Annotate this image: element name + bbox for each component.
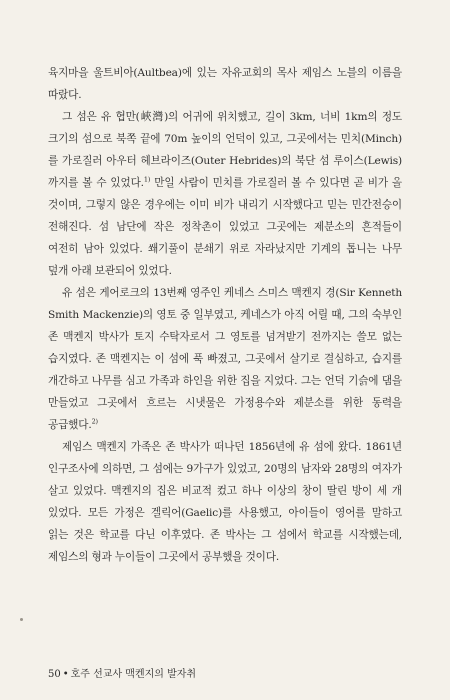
footnote-marker-2: 2) — [91, 417, 98, 426]
paragraph-4: 제임스 맥켄지 가족은 존 박사가 떠나던 1856년에 유 섬에 왔다. 1861년 인구조사에 의하면, 그 섬에는 9가구가 있었고, 20명의 남자와 28명의 여자가 살고 있었다. 맥켄지의 집은 비교적 컸고 하나 이상의 창이 딸린 방이 세 개 있었다. 모든 가정은 겔릭어(Gaelic)를 사용했고, 아이들이 영어를 말하고 읽는 것은 학교를 다닌 이후였다. 존 박사는 그 섬에서 학교를 시작했는데, 제임스의 형과 누이들이 그곳에서 공부했을 것이다. — [48, 441, 402, 563]
body-text — [48, 62, 402, 568]
paragraph-1: 육지마을 울트비아(Aultbea)에 있는 자유교회의 목사 제임스 노블의 이름을 따랐다. — [48, 67, 402, 101]
running-title: 호주 선교사 맥켄지의 발자취 — [70, 669, 197, 680]
margin-dot — [20, 618, 23, 621]
paragraph-2: 그 섬은 유 협만(峽灣)의 어귀에 위치했고, 길이 3km, 너비 1km의 정도 크기의 섬으로 북쪽 끝에 70m 높이의 언덕이 있고, 그곳에서는 민치(Minch)를 가로질러 아우터 헤브라이즈(Outer Hebrides)의 북단 섬 루이스(Lewis)까지를 볼 수 있었다.$^{1)}$ 만일 사람이 민치를 가로질러 볼 수 있다면 곧 비가 올 것이며, 그렇지 않은 경우에는 이미 비가 내리기 시작했다고 믿는 민간전승이 전해진다. 섬 남단에 작은 정착촌이 있었고 그곳에는 제분소의 흔적들이 여전히 남아 있었다. 쐐기풀이 분쇄기 위로 자라났지만 기계의 톱니는 나무 덮개 아래 보관되어 있었다. — [48, 111, 402, 277]
page-footer — [48, 668, 196, 682]
footnote-marker-1: 1) — [143, 175, 151, 184]
footer-separator: • — [62, 669, 69, 680]
page-number: 50 — [48, 669, 61, 680]
paragraph-3: 유 섬은 게어로크의 13번째 영주인 케네스 스미스 맥켄지 경(Sir Kenneth Smith Mackenzie)의 영토 중 일부였고, 케네스가 아직 어릴 때, 그의 숙부인 존 맥켄지 박사가 토지 수탁자로서 그 영토를 넘겨받기 전까지는 쓸모 없는 습지였다. 존 맥켄지는 이 섬에 푹 빠졌고, 그곳에서 살기로 결심하고, 습지를 개간하고 나무를 심고 가족과 하인을 위한 집을 지었다. 그는 언덕 기슭에 댐을 만들었고 그곳에서 흐르는 시냇물은 가정용수와 제분소를 위한 동력을 공급했다.$^{2)}$ — [48, 287, 402, 431]
